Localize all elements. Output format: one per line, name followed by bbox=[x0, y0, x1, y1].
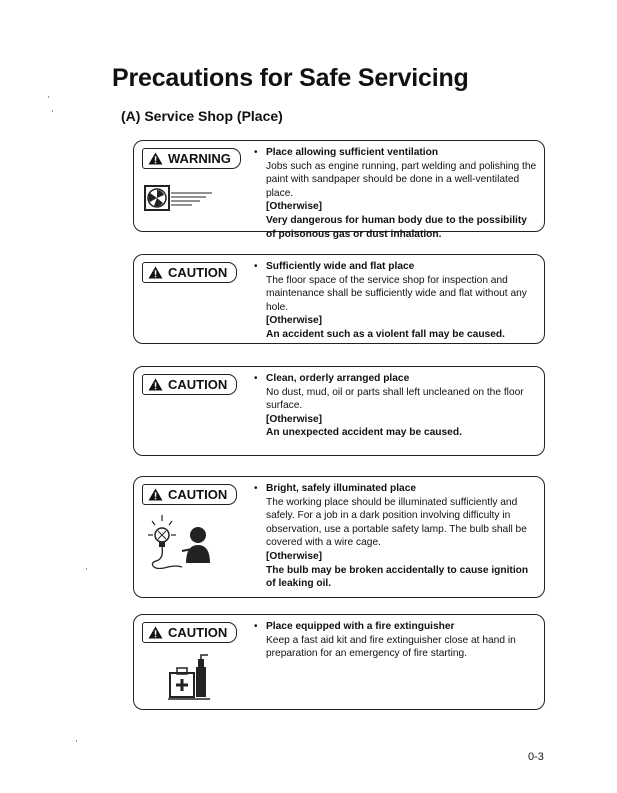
precaution-heading: Place allowing sufficient ventilation bbox=[266, 147, 439, 158]
page-number: 0-3 bbox=[528, 751, 544, 763]
scan-speck bbox=[76, 740, 77, 742]
bullet: • bbox=[254, 483, 258, 494]
caution-text-clean bbox=[254, 372, 538, 440]
warning-triangle-icon bbox=[148, 626, 163, 639]
warning-box-ventilation bbox=[133, 140, 545, 240]
bullet: • bbox=[254, 147, 258, 158]
otherwise-label: [Otherwise] bbox=[266, 315, 323, 327]
precaution-heading: Clean, orderly arranged place bbox=[266, 373, 410, 384]
caution-box-fire-extinguisher bbox=[133, 614, 545, 710]
bullet: • bbox=[254, 621, 258, 632]
bullet: • bbox=[254, 373, 258, 384]
bullet: • bbox=[254, 261, 258, 272]
precaution-body: The working place should be illuminated sufficiently and safely. For a job in a dark position involving difficulty in observation, use a portable safety lamp. The bulb shall be covered with a wire cage. bbox=[266, 496, 527, 549]
warning-badge bbox=[142, 148, 241, 169]
consequence-text: Very dangerous for human body due to the possibility of poisonous gas or dust inhalation. bbox=[266, 214, 527, 240]
caution-text-fire-extinguisher bbox=[254, 620, 538, 661]
caution-text-wide-flat bbox=[254, 260, 538, 342]
caution-badge bbox=[142, 622, 237, 643]
warning-triangle-icon bbox=[148, 378, 163, 391]
precaution-body: Keep a fast aid kit and fire extinguisher close at hand in preparation for an emergency of fire starting. bbox=[266, 634, 516, 660]
caution-text-illuminated bbox=[254, 482, 538, 591]
safety-lamp-icon bbox=[146, 513, 218, 571]
consequence-text: An accident such as a violent fall may be caused. bbox=[266, 328, 505, 340]
warning-text-ventilation bbox=[254, 146, 538, 241]
precaution-body: Jobs such as engine running, part welding and polishing the paint with sandpaper should be done in a well-ventilated place. bbox=[266, 160, 537, 199]
caution-box-illuminated bbox=[133, 476, 545, 598]
scan-speck bbox=[52, 110, 53, 112]
caution-badge-label: CAUTION bbox=[168, 625, 228, 640]
precaution-heading: Sufficiently wide and flat place bbox=[266, 261, 415, 272]
caution-badge bbox=[142, 262, 237, 283]
precaution-body: The floor space of the service shop for inspection and maintenance shall be sufficiently wide and flat without any hole. bbox=[266, 274, 527, 313]
warning-triangle-icon bbox=[148, 488, 163, 501]
caution-badge bbox=[142, 484, 237, 505]
caution-badge-label: CAUTION bbox=[168, 265, 228, 280]
caution-box-wide-flat bbox=[133, 254, 545, 344]
otherwise-label: [Otherwise] bbox=[266, 413, 323, 425]
consequence-text: The bulb may be broken accidentally to cause ignition of leaking oil. bbox=[266, 564, 529, 590]
page-title: Precautions for Safe Servicing bbox=[112, 64, 469, 92]
precaution-heading: Bright, safely illuminated place bbox=[266, 483, 417, 494]
section-title: (A) Service Shop (Place) bbox=[121, 108, 283, 124]
otherwise-label: [Otherwise] bbox=[266, 201, 323, 213]
warning-badge-label: WARNING bbox=[168, 151, 231, 166]
caution-badge-label: CAUTION bbox=[168, 487, 228, 502]
scan-speck bbox=[48, 96, 49, 98]
caution-box-clean bbox=[133, 366, 545, 456]
otherwise-label: [Otherwise] bbox=[266, 550, 323, 562]
first-aid-extinguisher-icon bbox=[168, 653, 212, 701]
warning-triangle-icon bbox=[148, 152, 163, 165]
scan-speck bbox=[86, 568, 87, 570]
ventilation-fan-icon bbox=[144, 185, 214, 213]
precaution-body: No dust, mud, oil or parts shall left uncleaned on the floor surface. bbox=[266, 386, 524, 412]
consequence-text: An unexpected accident may be caused. bbox=[266, 427, 462, 439]
precaution-heading: Place equipped with a fire extinguisher bbox=[266, 621, 455, 632]
caution-badge bbox=[142, 374, 237, 395]
caution-badge-label: CAUTION bbox=[168, 377, 228, 392]
warning-triangle-icon bbox=[148, 266, 163, 279]
